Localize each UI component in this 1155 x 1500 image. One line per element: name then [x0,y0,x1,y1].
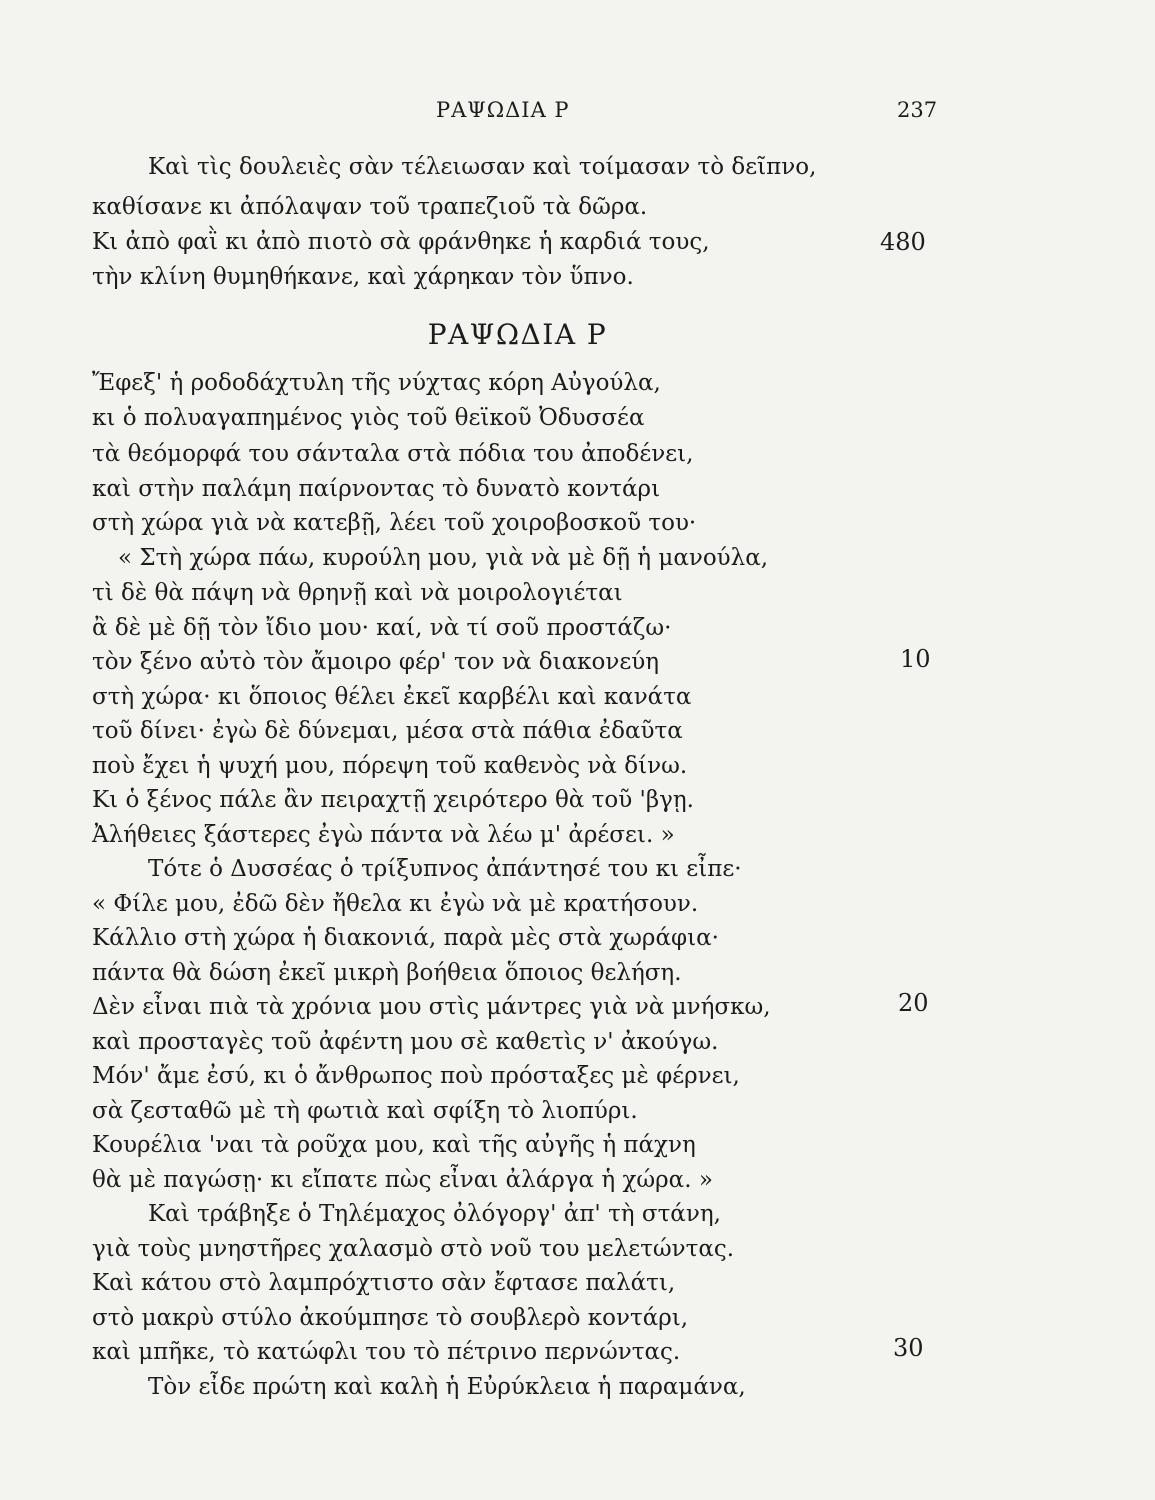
line-number: 10 [900,645,931,673]
verse-line: Κι ἀπὸ φαῒ κι ἀπὸ πιοτὸ σὰ φράνθηκε ἡ καρδιά τους, [92,229,710,255]
verse-line: γιὰ τοὺς μνηστῆρες χαλασμὸ στὸ νοῦ του μελετώντας. [92,1236,735,1262]
verse-line: Καὶ τράβηξε ὁ Τηλέμαχος ὀλόγοργ' ἀπ' τὴ στάνη, [148,1201,721,1227]
verse-line: κι ὁ πολυαγαπημένος γιὸς τοῦ θεϊκοῦ Ὀδυσσέα [92,405,645,431]
verse-line: στὴ χώρα γιὰ νὰ κατεβῇ, λέει τοῦ χοιροβοσκοῦ του· [92,510,697,536]
verse-line: Ἀλήθειες ξάστερες ἐγὼ πάντα νὰ λέω μ' ἀρέσει. » [92,822,675,848]
running-header [0,98,1155,128]
verse-line: ἂ δὲ μὲ δῇ τὸν ἴδιο μου· καί, νὰ τί σοῦ προστάζω· [92,615,672,641]
line-number: 20 [898,989,929,1017]
verse-line: Τὸν εἶδε πρώτη καὶ καλὴ ἡ Εὐρύκλεια ἡ παραμάνα, [148,1374,746,1400]
verse-line: θὰ μὲ παγώσῃ· κι εἴπατε πὼς εἶναι ἀλάργα ἡ χώρα. » [92,1167,713,1193]
verse-line: καθίσανε κι ἀπόλαψαν τοῦ τραπεζιοῦ τὰ δῶρα. [92,194,648,220]
verse-line: σὰ ζεσταθῶ μὲ τὴ φωτιὰ καὶ σφίξη τὸ λιοπύρι. [92,1098,638,1124]
verse-line: πάντα θὰ δώση ἐκεῖ μικρὴ βοήθεια ὅποιος θελήση. [92,960,682,986]
verse-line: τὴν κλίνη θυμηθήκανε, καὶ χάρηκαν τὸν ὕπνο. [92,264,634,290]
verse-line: στὸ μακρὺ στύλο ἀκούμπησε τὸ σουβλερὸ κοντάρι, [92,1305,689,1331]
line-number: 480 [880,228,926,256]
verse-line: Κι ὁ ξένος πάλε ἂν πειραχτῇ χειρότερο θὰ τοῦ 'βγῃ. [92,787,694,813]
section-title: ΡΑΨΩΔΙΑ Ρ [427,318,608,351]
line-number: 30 [893,1334,924,1362]
verse-line: Καὶ τὶς δουλειὲς σὰν τέλειωσαν καὶ τοίμασαν τὸ δεῖπνο, [148,154,817,180]
verse-line: τοῦ δίνει· ἐγὼ δὲ δύνεμαι, μέσα στὰ πάθια ἐδαῦτα [92,718,683,744]
verse-line: στὴ χώρα· κι ὅποιος θέλει ἐκεῖ καρβέλι καὶ κανάτα [92,684,692,710]
verse-line: καὶ μπῆκε, τὸ κατώφλι του τὸ πέτρινο περνώντας. [92,1339,681,1365]
verse-line: καὶ στὴν παλάμη παίρνοντας τὸ δυνατὸ κοντάρι [92,476,661,502]
verse-line: Κουρέλια 'ναι τὰ ροῦχα μου, καὶ τῆς αὐγῆς ἡ πάχνη [92,1132,696,1158]
verse-line: τὰ θεόμορφά του σάνταλα στὰ πόδια του ἀποδένει, [92,441,694,467]
verse-line: Ἔφεξ' ἡ ροδοδάχτυλη τῆς νύχτας κόρη Αὐγούλα, [92,370,661,396]
verse-line: Καὶ κάτου στὸ λαμπρόχτιστο σὰν ἔφτασε παλάτι, [92,1270,676,1296]
verse-line: ποὺ ἔχει ἡ ψυχή μου, πόρεψη τοῦ καθενὸς νὰ δίνω. [92,753,688,779]
verse-line: « Φίλε μου, ἐδῶ δὲν ἤθελα κι ἐγὼ νὰ μὲ κρατήσουν. [92,891,699,917]
verse-line: Τότε ὁ Δυσσέας ὁ τρίξυπνος ἀπάντησέ του κι εἶπε· [148,856,742,882]
verse-line: καὶ προσταγὲς τοῦ ἀφέντη μου σὲ καθετὶς ν' ἀκούγω. [92,1029,719,1055]
verse-line: τὸν ξένο αὐτὸ τὸν ἄμοιρο φέρ' τον νὰ διακονεύη [92,649,660,675]
verse-line: Μόν' ἄμε ἐσύ, κι ὁ ἄνθρωπος ποὺ πρόσταξες μὲ φέρνει, [92,1063,740,1089]
verse-line: « Στὴ χώρα πάω, κυρούλη μου, γιὰ νὰ μὲ δῇ ἡ μανούλα, [118,545,769,571]
running-title: ΡΑΨΩΔΙΑ Ρ [436,98,570,122]
page-number: 237 [897,98,938,122]
verse-line: Κάλλιο στὴ χώρα ἡ διακονιά, παρὰ μὲς στὰ χωράφια· [92,925,719,951]
verse-line: τὶ δὲ θὰ πάψη νὰ θρηνῇ καὶ νὰ μοιρολογιέται [92,580,623,606]
verse-line: Δὲν εἶναι πιὰ τὰ χρόνια μου στὶς μάντρες γιὰ νὰ μνήσκω, [92,994,771,1020]
